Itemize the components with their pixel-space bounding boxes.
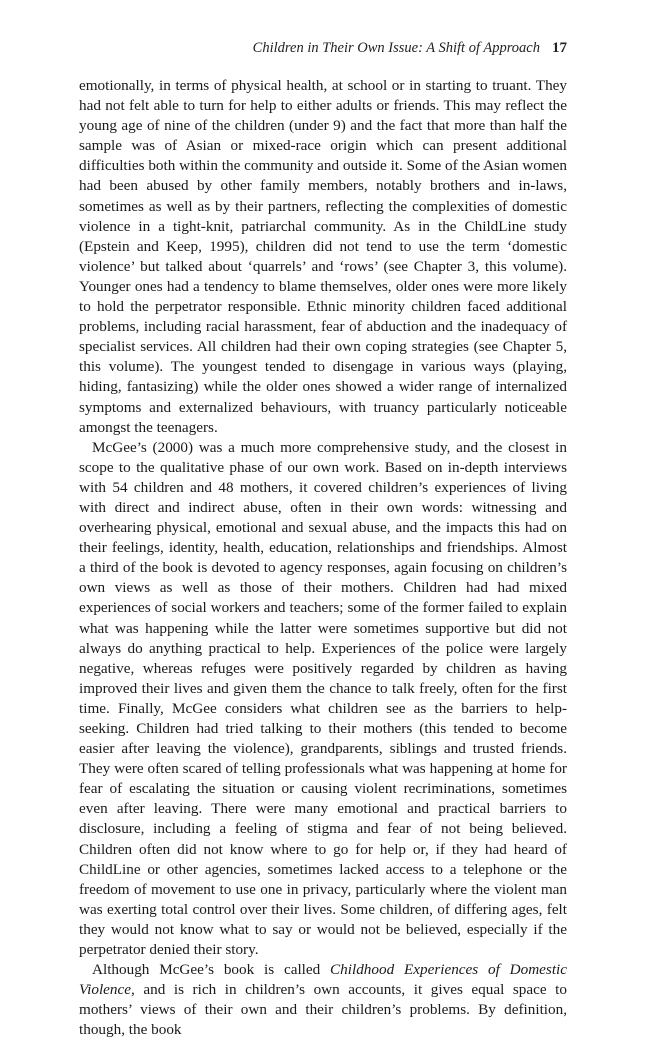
body-text bbox=[79, 76, 567, 1041]
paragraph-2: McGee’s (2000) was a much more comprehensive study, and the closest in scope to the qualitative phase of our own work. Based on in-depth interviews with 54 children and 48 mothers, it covered children’s experiences of living with direct and indirect abuse, often in their own words: witnessing and overhearing physical, emotional and sexual abuse, and the impacts this had on their feelings, identity, health, education, relationships and friendships. Almost a third of the book is devoted to agency responses, again focusing on children’s own views as well as those of their mothers. Children had had mixed experiences of social workers and teachers; some of the former failed to explain what was happening while the latter were sometimes supportive but did not always do anything practical to help. Experiences of the police were largely negative, whereas refuges were positively regarded by children as having improved their lives and given them the chance to talk freely, often for the first time. Finally, McGee considers what children see as the barriers to help-seeking. Children had tried talking to their mothers (this tended to become easier after leaving the violence), grandparents, siblings and trusted friends. They were often scared of telling professionals what was happening at home for fear of escalating the situation or causing violent recriminations, sometimes even after leaving. There were many emotional and practical barriers to disclosure, including a feeling of stigma and fear of not being believed. Children often did not know where to go for help or, if they had heard of ChildLine or other agencies, sometimes lacked access to a telephone or the freedom of movement to use one in privacy, particularly where the violent man was exerting total control over their lives. Some children, of differing ages, felt they would not know what to say or would not be believed, especially if the perpetrator denied their story. bbox=[79, 438, 567, 959]
running-head-title: Children in Their Own Issue: A Shift of Approach bbox=[252, 40, 540, 56]
paragraph-3 bbox=[79, 960, 567, 1040]
book-title-italic: Childhood Experiences of Domestic Violence bbox=[79, 961, 568, 999]
paragraph-1: emotionally, in terms of physical health, at school or in starting to truant. They had not felt able to turn for help to either adults or friends. This may reflect the young age of nine of the children (under 9) and the fact that more than half the sample was of Asian or mixed-race origin which can present additional difficulties both within the community and outside it. Some of the Asian women had been abused by other family members, notably brothers and in-laws, sometimes as well as by their partners, reflecting the complexities of domestic violence in a tight-knit, patriarchal community. As in the ChildLine study (Epstein and Keep, 1995), children did not tend to use the term ‘domestic violence’ but talked about ‘quarrels’ and ‘rows’ (see Chapter 3, this volume). Younger ones had a tendency to blame themselves, older ones were more likely to hold the perpetrator responsible. Ethnic minority children faced additional problems, including racial harassment, fear of abduction and the inadequacy of specialist services. All children had their own coping strategies (see Chapter 5, this volume). The youngest tended to disengage in various ways (playing, hiding, fantasizing) while the older ones showed a wider range of internalized symptoms and externalized behaviours, with truancy particularly noticeable amongst the teenagers. bbox=[79, 77, 567, 436]
paragraph-3-text-before: Although McGee’s book is called bbox=[92, 961, 331, 979]
page-number: 17 bbox=[552, 40, 567, 56]
paragraph-3-text-after: , and is rich in children’s own accounts, it gives equal space to mothers’ views of their own and their children’s problems. By definition, though, the book bbox=[79, 981, 567, 1039]
